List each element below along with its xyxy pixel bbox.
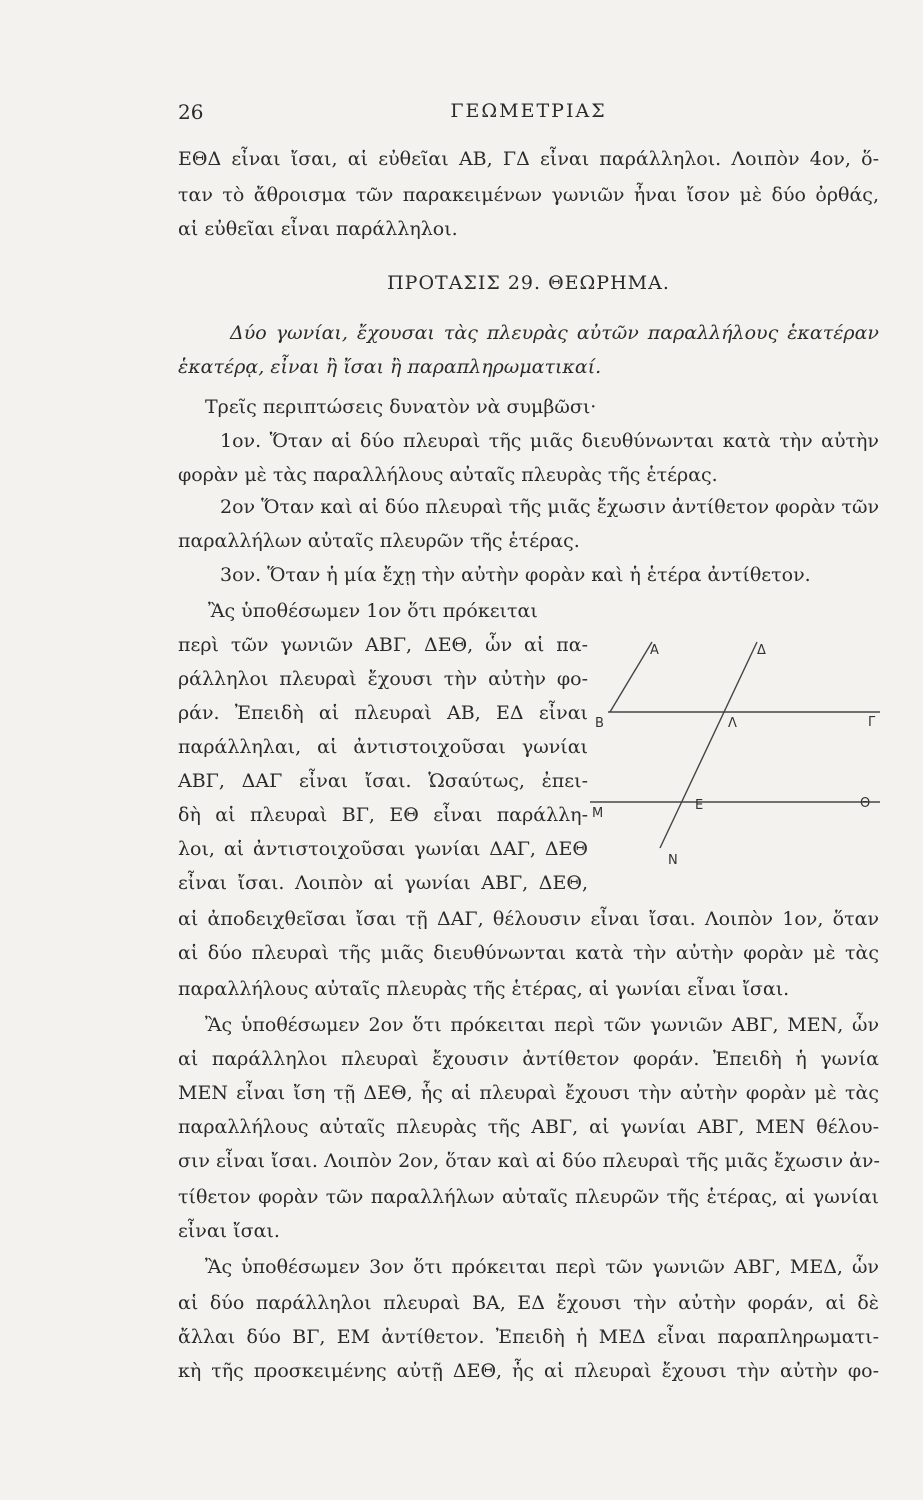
text-line: ἄλλαι δύο ΒΓ, ΕΜ ἀντίθετον. Ἐπειδὴ ἡ ΜΕΔ εἶναι παραπληρωματι- [178,1326,879,1348]
text-line: παραλλήλων αὐταῖς πλευρῶν τῆς ἑτέρας. [178,530,580,552]
running-head: ΓΕΩΜΕΤΡΙΑΣ [450,100,607,122]
text-line: Ἂς ὑποθέσωμεν 1ον ὅτι πρόκειται [208,600,538,622]
case-2: 2ον Ὅταν καὶ αἱ δύο πλευραὶ τῆς μιᾶς ἔχωσιν ἀντίθετον φορὰν τῶν [220,496,879,518]
text-line: αἱ παράλληλοι πλευραὶ ἔχουσιν ἀντίθετον φοράν. Ἐπειδὴ ἡ γωνία [178,1048,879,1070]
label-g: Γ [868,715,876,730]
text-line: κὴ τῆς προσκειμένης αὐτῇ ΔΕΘ, ἧς αἱ πλευραὶ ἔχουσι τὴν αὐτὴν φο- [178,1360,879,1382]
text-line: εἶναι ἴσαι. [178,1220,280,1242]
text-line: εἶναι ἴσαι. Λοιπὸν αἱ γωνίαι ΑΒΓ, ΔΕΘ, [178,872,588,894]
text-line: σιν εἶναι ἴσαι. Λοιπὸν 2ον, ὅταν καὶ αἱ δύο πλευραὶ τῆς μιᾶς ἔχωσιν ἀν- [178,1150,880,1172]
text-line: αἱ ἀποδειχθεῖσαι ἴσαι τῇ ΔΑΓ, θέλουσιν εἶναι ἴσαι. Λοιπὸν 1ον, ὅταν [178,908,879,930]
text-line: Ἂς ὑποθέσωμεν 3ον ὅτι πρόκειται περὶ τῶν γωνιῶν ΑΒΓ, ΜΕΔ, ὧν [205,1256,879,1278]
geometry-figure [590,620,890,880]
line-ba [610,642,652,712]
theorem-statement: Δύο γωνίαι, ἔχουσαι τὰς πλευρὰς αὐτῶν παραλλήλους ἑκατέραν [230,322,879,344]
label-e: Ε [695,798,704,813]
line-nd [660,642,757,848]
text-line: φορὰν μὲ τὰς παραλλήλους αὐταῖς πλευρὰς τῆς ἑτέρας. [178,464,718,486]
text-line: αἱ δύο πλευραὶ τῆς μιᾶς διευθύνωνται κατὰ τὴν αὐτὴν φορὰν μὲ τὰς [178,942,879,964]
label-n: Ν [668,853,678,868]
label-theta: Θ [860,796,871,811]
text-line: ταν τὸ ἄθροισμα τῶν παρακειμένων γωνιῶν ἦναι ἴσον μὲ δύο ὀρθάς, [178,184,879,206]
text-line: Τρεῖς περιπτώσεις δυνατὸν νὰ συμβῶσι· [205,396,597,418]
theorem-statement: ἑκατέρᾳ, εἶναι ἢ ἴσαι ἢ παραπληρωματικαί. [178,356,602,378]
text-line: αἱ εὐθεῖαι εἶναι παράλληλοι. [178,218,458,240]
label-l: Λ [728,716,737,731]
text-line: παραλλήλους αὐταῖς πλευρὰς τῆς ΑΒΓ, αἱ γωνίαι ΑΒΓ, ΜΕΝ θέλου- [178,1116,879,1138]
label-a: Α [650,643,659,658]
text-line: παράλληλαι, αἱ ἀντιστοιχοῦσαι γωνίαι [178,736,588,758]
page-header [178,100,879,130]
text-line: αἱ δύο παράλληλοι πλευραὶ ΒΑ, ΕΔ ἔχουσι τὴν αὐτὴν φοράν, αἱ δὲ [178,1292,879,1314]
text-line: ΜΕΝ εἶναι ἴση τῇ ΔΕΘ, ἧς αἱ πλευραὶ ἔχουσι τὴν αὐτὴν φορὰν μὲ τὰς [178,1082,879,1104]
text-line: ράλληλοι πλευραὶ ἔχουσι τὴν αὐτὴν φο- [178,668,588,690]
text-line: ΑΒΓ, ΔΑΓ εἶναι ἴσαι. Ὡσαύτως, ἐπει- [178,770,588,792]
label-m: Μ [592,806,604,821]
text-line: τίθετον φορὰν τῶν παραλλήλων αὐταῖς πλευρῶν τῆς ἑτέρας, αἱ γωνίαι [178,1186,879,1208]
text-line: δὴ αἱ πλευραὶ ΒΓ, ΕΘ εἶναι παράλλη- [178,804,588,826]
text-line: Ἂς ὑποθέσωμεν 2ον ὅτι πρόκειται περὶ τῶν γωνιῶν ΑΒΓ, ΜΕΝ, ὧν [205,1014,879,1036]
case-3: 3ον. Ὅταν ἡ μία ἔχῃ τὴν αὐτὴν φορὰν καὶ ἡ ἑτέρα ἀντίθετον. [220,564,811,586]
proposition-heading: ΠΡΟΤΑΣΙΣ 29. ΘΕΩΡΗΜΑ. [387,272,670,294]
case-1: 1ον. Ὅταν αἱ δύο πλευραὶ τῆς μιᾶς διευθύνωνται κατὰ τὴν αὐτὴν [220,430,879,452]
page-number: 26 [178,100,204,124]
label-b: Β [595,716,604,731]
label-d: Δ [757,643,766,658]
text-line: παραλλήλους αὐταῖς πλευρὰς τῆς ἑτέρας, αἱ γωνίαι εἶναι ἴσαι. [178,978,790,1000]
text-line: περὶ τῶν γωνιῶν ΑΒΓ, ΔΕΘ, ὧν αἱ πα- [178,634,588,656]
text-line: ΕΘΔ εἶναι ἴσαι, αἱ εὐθεῖαι ΑΒ, ΓΔ εἶναι παράλληλοι. Λοιπὸν 4ον, ὅ- [178,148,879,170]
text-line: ράν. Ἐπειδὴ αἱ πλευραὶ ΑΒ, ΕΔ εἶναι [178,702,588,724]
text-line: λοι, αἱ ἀντιστοιχοῦσαι γωνίαι ΔΑΓ, ΔΕΘ [178,838,588,860]
